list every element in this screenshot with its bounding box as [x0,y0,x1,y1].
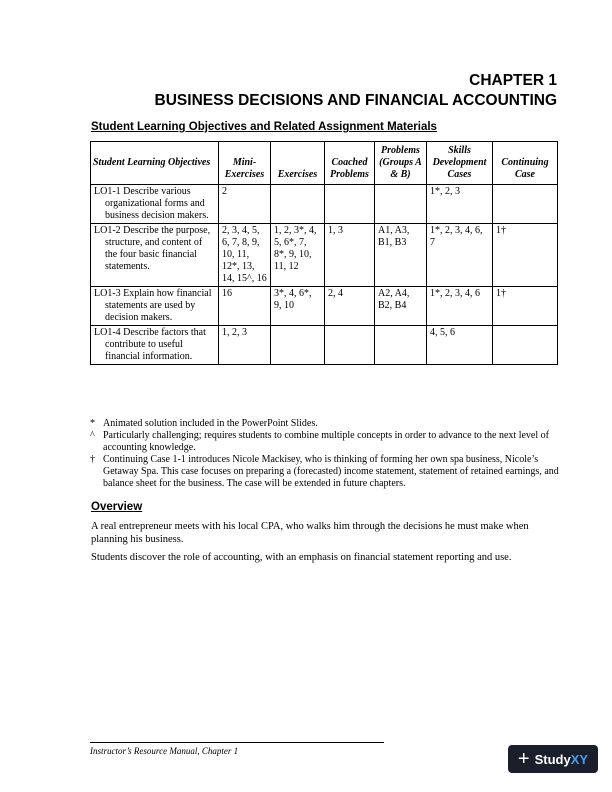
skills-cases-cell: 4, 5, 6 [427,326,493,365]
plus-icon: + [517,748,530,770]
table-header-row [91,142,558,185]
problems-cell [375,326,427,365]
column-header: Student Learning Objectives [91,142,219,185]
objective-cell: LO1-2 Describe the purpose, structure, and content of the four basic financial statements. [91,224,219,287]
exercises-cell [271,326,325,365]
footer-text: Instructor’s Resource Manual, Chapter 1 [90,746,239,756]
column-header: Continuing Case [493,142,558,185]
footnote-text: Particularly challenging; requires students to combine multiple concepts in order to advance to the next level of accounting knowledge. [103,430,549,453]
column-header: Exercises [271,142,325,185]
footnote-text: Animated solution included in the PowerPoint Slides. [103,418,318,429]
objectives-table [90,141,558,365]
continuing-case-cell [493,326,558,365]
footnote-symbol: † [90,454,95,465]
skills-cases-cell: 1*, 2, 3, 4, 6, 7 [427,224,493,287]
problems-cell: A1, A3, B1, B3 [375,224,427,287]
logo-text [535,752,588,767]
objectives-section-title: Student Learning Objectives and Related Assignment Materials [91,121,437,133]
column-header: Mini-Exercises [219,142,271,185]
overview-paragraph: Students discover the role of accounting, with an emphasis on financial statement reporting and use. [91,552,512,563]
continuing-case-cell: 1† [493,287,558,326]
coached-problems-cell [325,185,375,224]
footnote-continuing-case [90,454,560,490]
mini-exercises-cell: 2, 3, 4, 5, 6, 7, 8, 9, 10, 11, 12*, 13, 14, 15^, 16 [219,224,271,287]
objective-cell: LO1-1 Describe various organizational forms and business decision makers. [91,185,219,224]
skills-cases-cell: 1*, 2, 3 [427,185,493,224]
problems-cell: A2, A4, B2, B4 [375,287,427,326]
column-header: Skills Development Cases [427,142,493,185]
mini-exercises-cell: 16 [219,287,271,326]
continuing-case-cell: 1† [493,224,558,287]
table-row [91,287,558,326]
column-header: Coached Problems [325,142,375,185]
chapter-title: BUSINESS DECISIONS AND FINANCIAL ACCOUNTING [154,92,557,109]
coached-problems-cell: 1, 3 [325,224,375,287]
logo-text-accent: XY [570,751,589,767]
overview-title: Overview [91,501,143,513]
table-row [91,326,558,365]
table-row [91,185,558,224]
chapter-number: CHAPTER 1 [469,72,557,89]
footnotes [90,418,560,490]
continuing-case-cell [493,185,558,224]
column-header: Problems (Groups A & B) [375,142,427,185]
exercises-cell: 3*, 4, 6*, 9, 10 [271,287,325,326]
problems-cell [375,185,427,224]
footnote-text: Continuing Case 1-1 introduces Nicole Mackisey, who is thinking of forming her own spa business, Nicole’s Getaway Spa. This case focuses on preparing a (forecasted) income statement, statement of retained earnings, and balance sheet for the business. The case will be extended in future chapters. [103,454,559,489]
objective-cell: LO1-3 Explain how financial statements are used by decision makers. [91,287,219,326]
objective-cell: LO1-4 Describe factors that contribute to useful financial information. [91,326,219,365]
coached-problems-cell [325,326,375,365]
mini-exercises-cell: 2 [219,185,271,224]
exercises-cell [271,185,325,224]
coached-problems-cell: 2, 4 [325,287,375,326]
footnote-symbol: * [90,418,95,429]
studyxy-logo[interactable] [508,745,598,773]
footer-divider [90,742,384,743]
footnote-symbol: ^ [90,430,95,441]
footnote-animated [90,418,560,430]
table-row [91,224,558,287]
overview-paragraph: A real entrepreneur meets with his local CPA, who walks him through the decisions he must make when planning his business. [91,521,529,545]
exercises-cell: 1, 2, 3*, 4, 5, 6*, 7, 8*, 9, 10, 11, 12 [271,224,325,287]
mini-exercises-cell: 1, 2, 3 [219,326,271,365]
skills-cases-cell: 1*, 2, 3, 4, 6 [427,287,493,326]
footnote-challenging [90,430,560,454]
logo-text-main: Study [534,751,571,767]
